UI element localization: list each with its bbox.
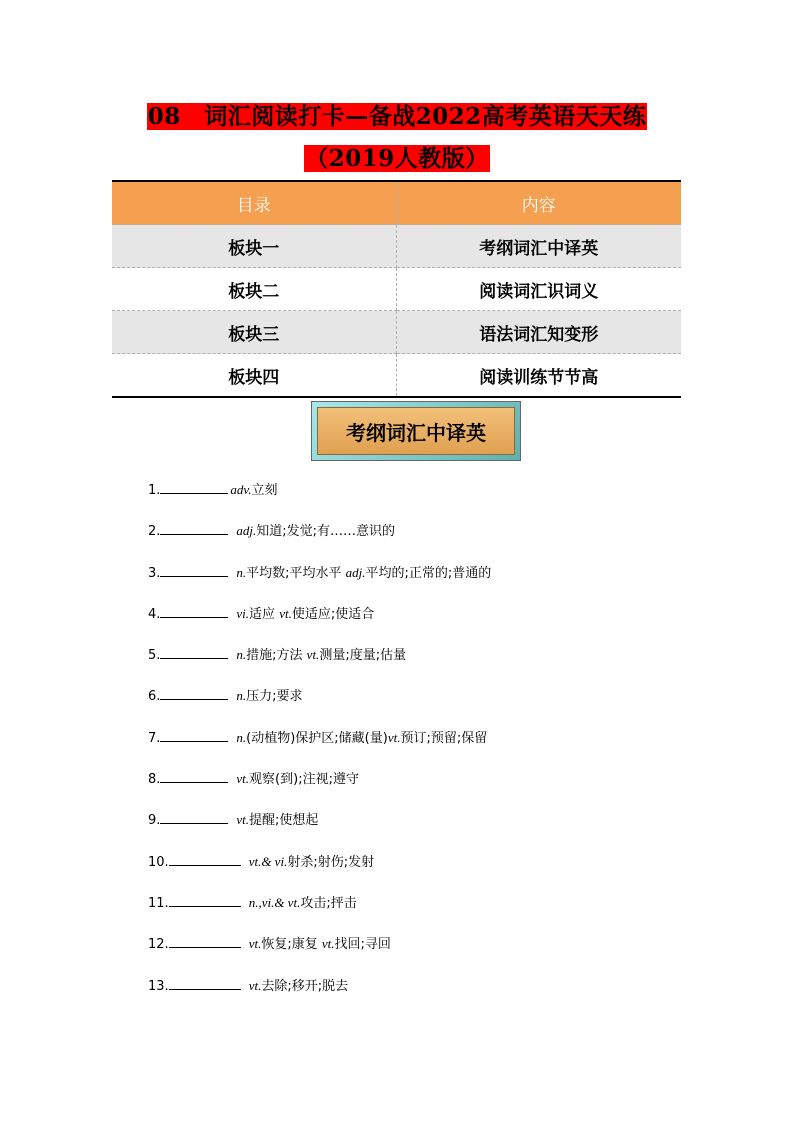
answer-blank[interactable] xyxy=(169,934,241,948)
vocab-number: 1. xyxy=(148,483,161,498)
header-content: 内容 xyxy=(396,181,681,225)
document-title-line1 xyxy=(0,102,794,132)
answer-blank[interactable] xyxy=(160,563,228,577)
contents-row xyxy=(112,225,681,268)
meaning: 恢复;康复 xyxy=(261,937,322,953)
vocab-item xyxy=(148,934,668,975)
meaning: 提醒;使想起 xyxy=(249,813,319,829)
part-of-speech: n. xyxy=(236,647,247,663)
vocab-number: 5. xyxy=(148,648,161,664)
answer-blank[interactable] xyxy=(169,893,241,907)
vocab-item xyxy=(148,728,668,769)
part-of-speech-2: vt. xyxy=(321,936,335,952)
answer-blank[interactable] xyxy=(169,976,241,990)
part-of-speech: vi. xyxy=(236,605,250,621)
part-of-speech: vt. xyxy=(248,977,262,993)
contents-row xyxy=(112,268,681,311)
answer-blank[interactable] xyxy=(160,686,228,700)
answer-blank[interactable] xyxy=(160,604,228,618)
part-of-speech: vt. xyxy=(248,936,262,952)
part-of-speech: vt. xyxy=(236,812,250,828)
vocab-number: 2. xyxy=(148,524,161,540)
meaning-2: 平均的;正常的;普通的 xyxy=(365,565,492,581)
contents-row xyxy=(112,354,681,398)
part-of-speech: n.,vi.& vt. xyxy=(248,894,301,910)
answer-blank[interactable] xyxy=(160,645,228,659)
part-of-speech: adv. xyxy=(230,482,252,497)
document-title-line2 xyxy=(0,144,794,174)
vocab-item xyxy=(148,604,668,645)
vocab-number: 4. xyxy=(148,606,161,622)
section-name: 板块一 xyxy=(112,225,396,268)
vocab-item xyxy=(148,686,668,727)
vocab-item xyxy=(148,893,668,934)
vocab-number: 10. xyxy=(148,854,169,870)
vocab-item xyxy=(148,521,668,562)
meaning-2: 找回;寻回 xyxy=(334,937,391,953)
part-of-speech: vt.& vi. xyxy=(248,853,288,869)
part-of-speech: vt. xyxy=(236,771,250,787)
contents-row xyxy=(112,311,681,354)
answer-blank[interactable] xyxy=(160,480,228,494)
meaning-2: 测量;度量;估量 xyxy=(319,648,407,664)
vocab-item xyxy=(148,852,668,893)
meaning: 观察(到);注视;遵守 xyxy=(249,772,359,788)
answer-blank[interactable] xyxy=(160,728,228,742)
vocab-item xyxy=(148,563,668,604)
answer-blank[interactable] xyxy=(160,769,228,783)
vocab-item xyxy=(148,645,668,686)
vocab-number: 11. xyxy=(148,895,169,911)
subtitle-text: （2019人教版） xyxy=(305,145,489,172)
answer-blank[interactable] xyxy=(160,521,228,535)
vocab-item xyxy=(148,769,668,810)
part-of-speech: adj. xyxy=(236,523,257,539)
part-of-speech-2: vt. xyxy=(306,647,320,663)
part-of-speech-2: vt. xyxy=(387,729,401,745)
part-of-speech: n. xyxy=(236,688,247,704)
section-content: 考纲词汇中译英 xyxy=(396,225,681,268)
section-name: 板块四 xyxy=(112,354,396,398)
part-of-speech: n. xyxy=(236,564,247,580)
vocab-number: 3. xyxy=(148,565,161,581)
meaning: 平均数;平均水平 xyxy=(246,565,346,581)
vocab-item xyxy=(148,976,668,1017)
meaning: 适应 xyxy=(249,606,280,622)
vocab-number: 7. xyxy=(148,730,161,746)
header-directory: 目录 xyxy=(112,181,396,225)
section-heading-label: 考纲词汇中译英 xyxy=(317,407,515,455)
answer-blank[interactable] xyxy=(160,810,228,824)
meaning: (动植物)保护区;储藏(量) xyxy=(246,730,388,746)
vocab-number: 12. xyxy=(148,937,169,953)
part-of-speech-2: adj. xyxy=(345,564,366,580)
vocab-number: 9. xyxy=(148,813,161,829)
vocab-number: 8. xyxy=(148,772,161,788)
vocab-number: 6. xyxy=(148,689,161,705)
title-text: 08 词汇阅读打卡—备战2022高考英语天天练 xyxy=(147,103,647,130)
meaning: 立刻 xyxy=(251,483,278,498)
section-heading-banner xyxy=(311,401,521,461)
meaning: 措施;方法 xyxy=(246,648,307,664)
vocab-item xyxy=(148,480,668,521)
vocab-item xyxy=(148,810,668,851)
answer-blank[interactable] xyxy=(169,852,241,866)
meaning: 射杀;射伤;发射 xyxy=(287,854,375,870)
contents-table xyxy=(112,180,681,398)
section-content: 语法词汇知变形 xyxy=(396,311,681,354)
part-of-speech-2: vt. xyxy=(279,605,292,621)
section-name: 板块二 xyxy=(112,268,396,311)
meaning-2: 预订;预留;保留 xyxy=(400,730,488,746)
section-name: 板块三 xyxy=(112,311,396,354)
meaning: 去除;移开;脱去 xyxy=(261,978,349,994)
section-content: 阅读训练节节高 xyxy=(396,354,681,398)
meaning-2: 使适应;使适合 xyxy=(291,606,375,622)
meaning: 压力;要求 xyxy=(246,689,303,705)
vocab-list xyxy=(148,480,668,1017)
section-content: 阅读词汇识词义 xyxy=(396,268,681,311)
part-of-speech: n. xyxy=(236,729,247,745)
meaning: 知道;发觉;有……意识的 xyxy=(256,524,396,540)
vocab-number: 13. xyxy=(148,978,169,994)
meaning: 攻击;抨击 xyxy=(300,895,357,911)
contents-header-row xyxy=(112,181,681,225)
